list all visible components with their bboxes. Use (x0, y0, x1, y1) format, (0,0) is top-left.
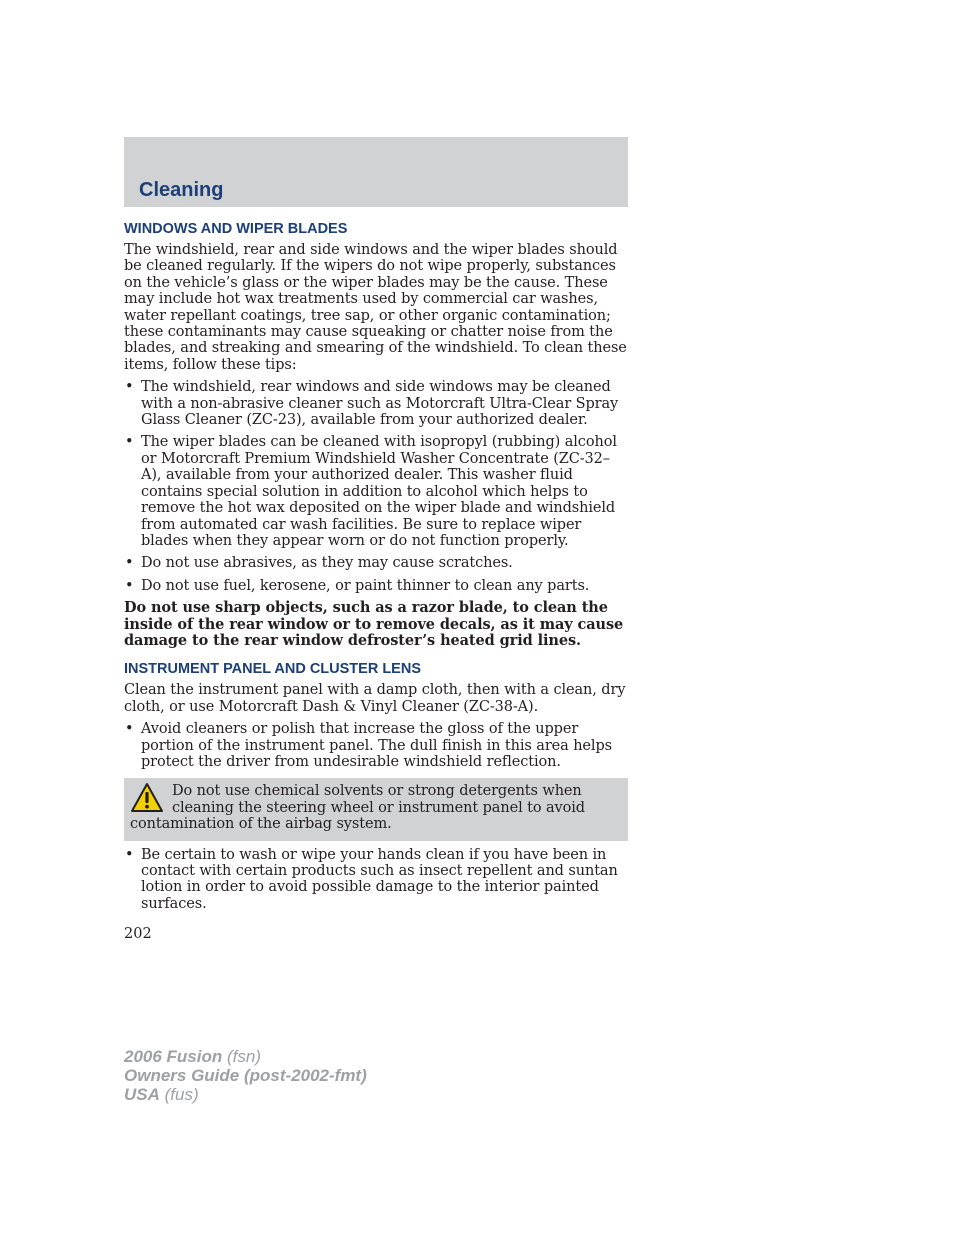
footer-model-code: (fsn) (227, 1047, 261, 1066)
footer-line-market (124, 1085, 367, 1104)
footer-market-name: USA (124, 1085, 160, 1104)
chapter-header-band (124, 137, 628, 207)
bullet-list-instrument-panel (124, 721, 628, 770)
section-intro-instrument-panel: Clean the instrument panel with a damp cloth, then with a clean, dry cloth, or use Motorcraft Dash & Vinyl Cleaner (ZC-38-A). (124, 682, 626, 715)
document-footer (124, 1047, 367, 1104)
list-item-text: Avoid cleaners or polish that increase the gloss of the upper portion of the instrument panel. The dull finish in this area helps protect the driver from undesirable windshield reflection. (141, 721, 612, 770)
section-heading-instrument-panel: INSTRUMENT PANEL AND CLUSTER LENS (124, 661, 421, 678)
warning-triangle-icon (130, 782, 164, 814)
bold-warning-text: Do not use sharp objects, such as a razor blade, to clean the inside of the rear window or to remove decals, as it may cause damage to the rear window defroster’s heated grid lines. (124, 599, 624, 649)
page-number: 202 (124, 926, 152, 942)
list-item-text: The wiper blades can be cleaned with isopropyl (rubbing) alcohol or Motorcraft Premium Windshield Washer Concentrate (ZC-32–A), available from your authorized dealer. This washer fluid contains special solution in addition to alcohol which helps to remove the hot wax deposited on the wiper blade and windshield from automated car wash facilities. Be sure to replace wiper blades when they appear worn or do not function properly. (141, 434, 617, 549)
list-item (124, 434, 628, 549)
bullet-marker: • (125, 846, 134, 863)
list-item (124, 578, 628, 594)
list-item-text: Do not use abrasives, as they may cause scratches. (141, 555, 513, 572)
footer-guide-name: Owners Guide (post-2002-fmt) (124, 1066, 367, 1085)
list-item (124, 379, 628, 428)
list-item-text: Do not use fuel, kerosene, or paint thinner to clean any parts. (141, 577, 590, 594)
bullet-marker: • (125, 379, 134, 396)
bullet-marker: • (125, 434, 134, 451)
footer-market-code: (fus) (164, 1085, 199, 1104)
caution-box (124, 778, 628, 840)
list-item-text: Be certain to wash or wipe your hands clean if you have been in contact with certain products such as insect repellent and suntan lotion in order to avoid possible damage to the interior painted surfaces. (141, 846, 618, 912)
footer-model-name: 2006 Fusion (124, 1047, 223, 1066)
chapter-title: Cleaning (139, 179, 224, 201)
caution-text: Do not use chemical solvents or strong detergents when cleaning the steering wheel or instrument panel to avoid contamination of the airbag system. (130, 783, 585, 833)
bullet-list-windows (124, 379, 628, 594)
bullet-marker: • (125, 721, 134, 738)
footer-line-model (124, 1047, 367, 1066)
list-item (124, 721, 628, 770)
page-content (124, 220, 628, 912)
bullet-list-after-caution (124, 847, 628, 913)
section-intro-windows: The windshield, rear and side windows and the wiper blades should be cleaned regularly. If the wipers do not wipe properly, substances on the vehicle’s glass or the wiper blades may be the cause. These may include hot wax treatments used by commercial car washes, water repellant coatings, tree sap, or other organic contamination; these contaminants may cause squeaking or chatter noise from the blades, and streaking and smearing of the windshield. To clean these items, follow these tips: (124, 242, 627, 373)
section-heading-windows: WINDOWS AND WIPER BLADES (124, 221, 348, 237)
bullet-marker: • (125, 577, 134, 594)
list-item (124, 847, 628, 913)
list-item-text: The windshield, rear windows and side windows may be cleaned with a non-abrasive cleaner such as Motorcraft Ultra-Clear Spray Glass Cleaner (ZC-23), available from your authorized dealer. (141, 379, 619, 429)
list-item (124, 555, 628, 571)
bullet-marker: • (125, 555, 134, 572)
